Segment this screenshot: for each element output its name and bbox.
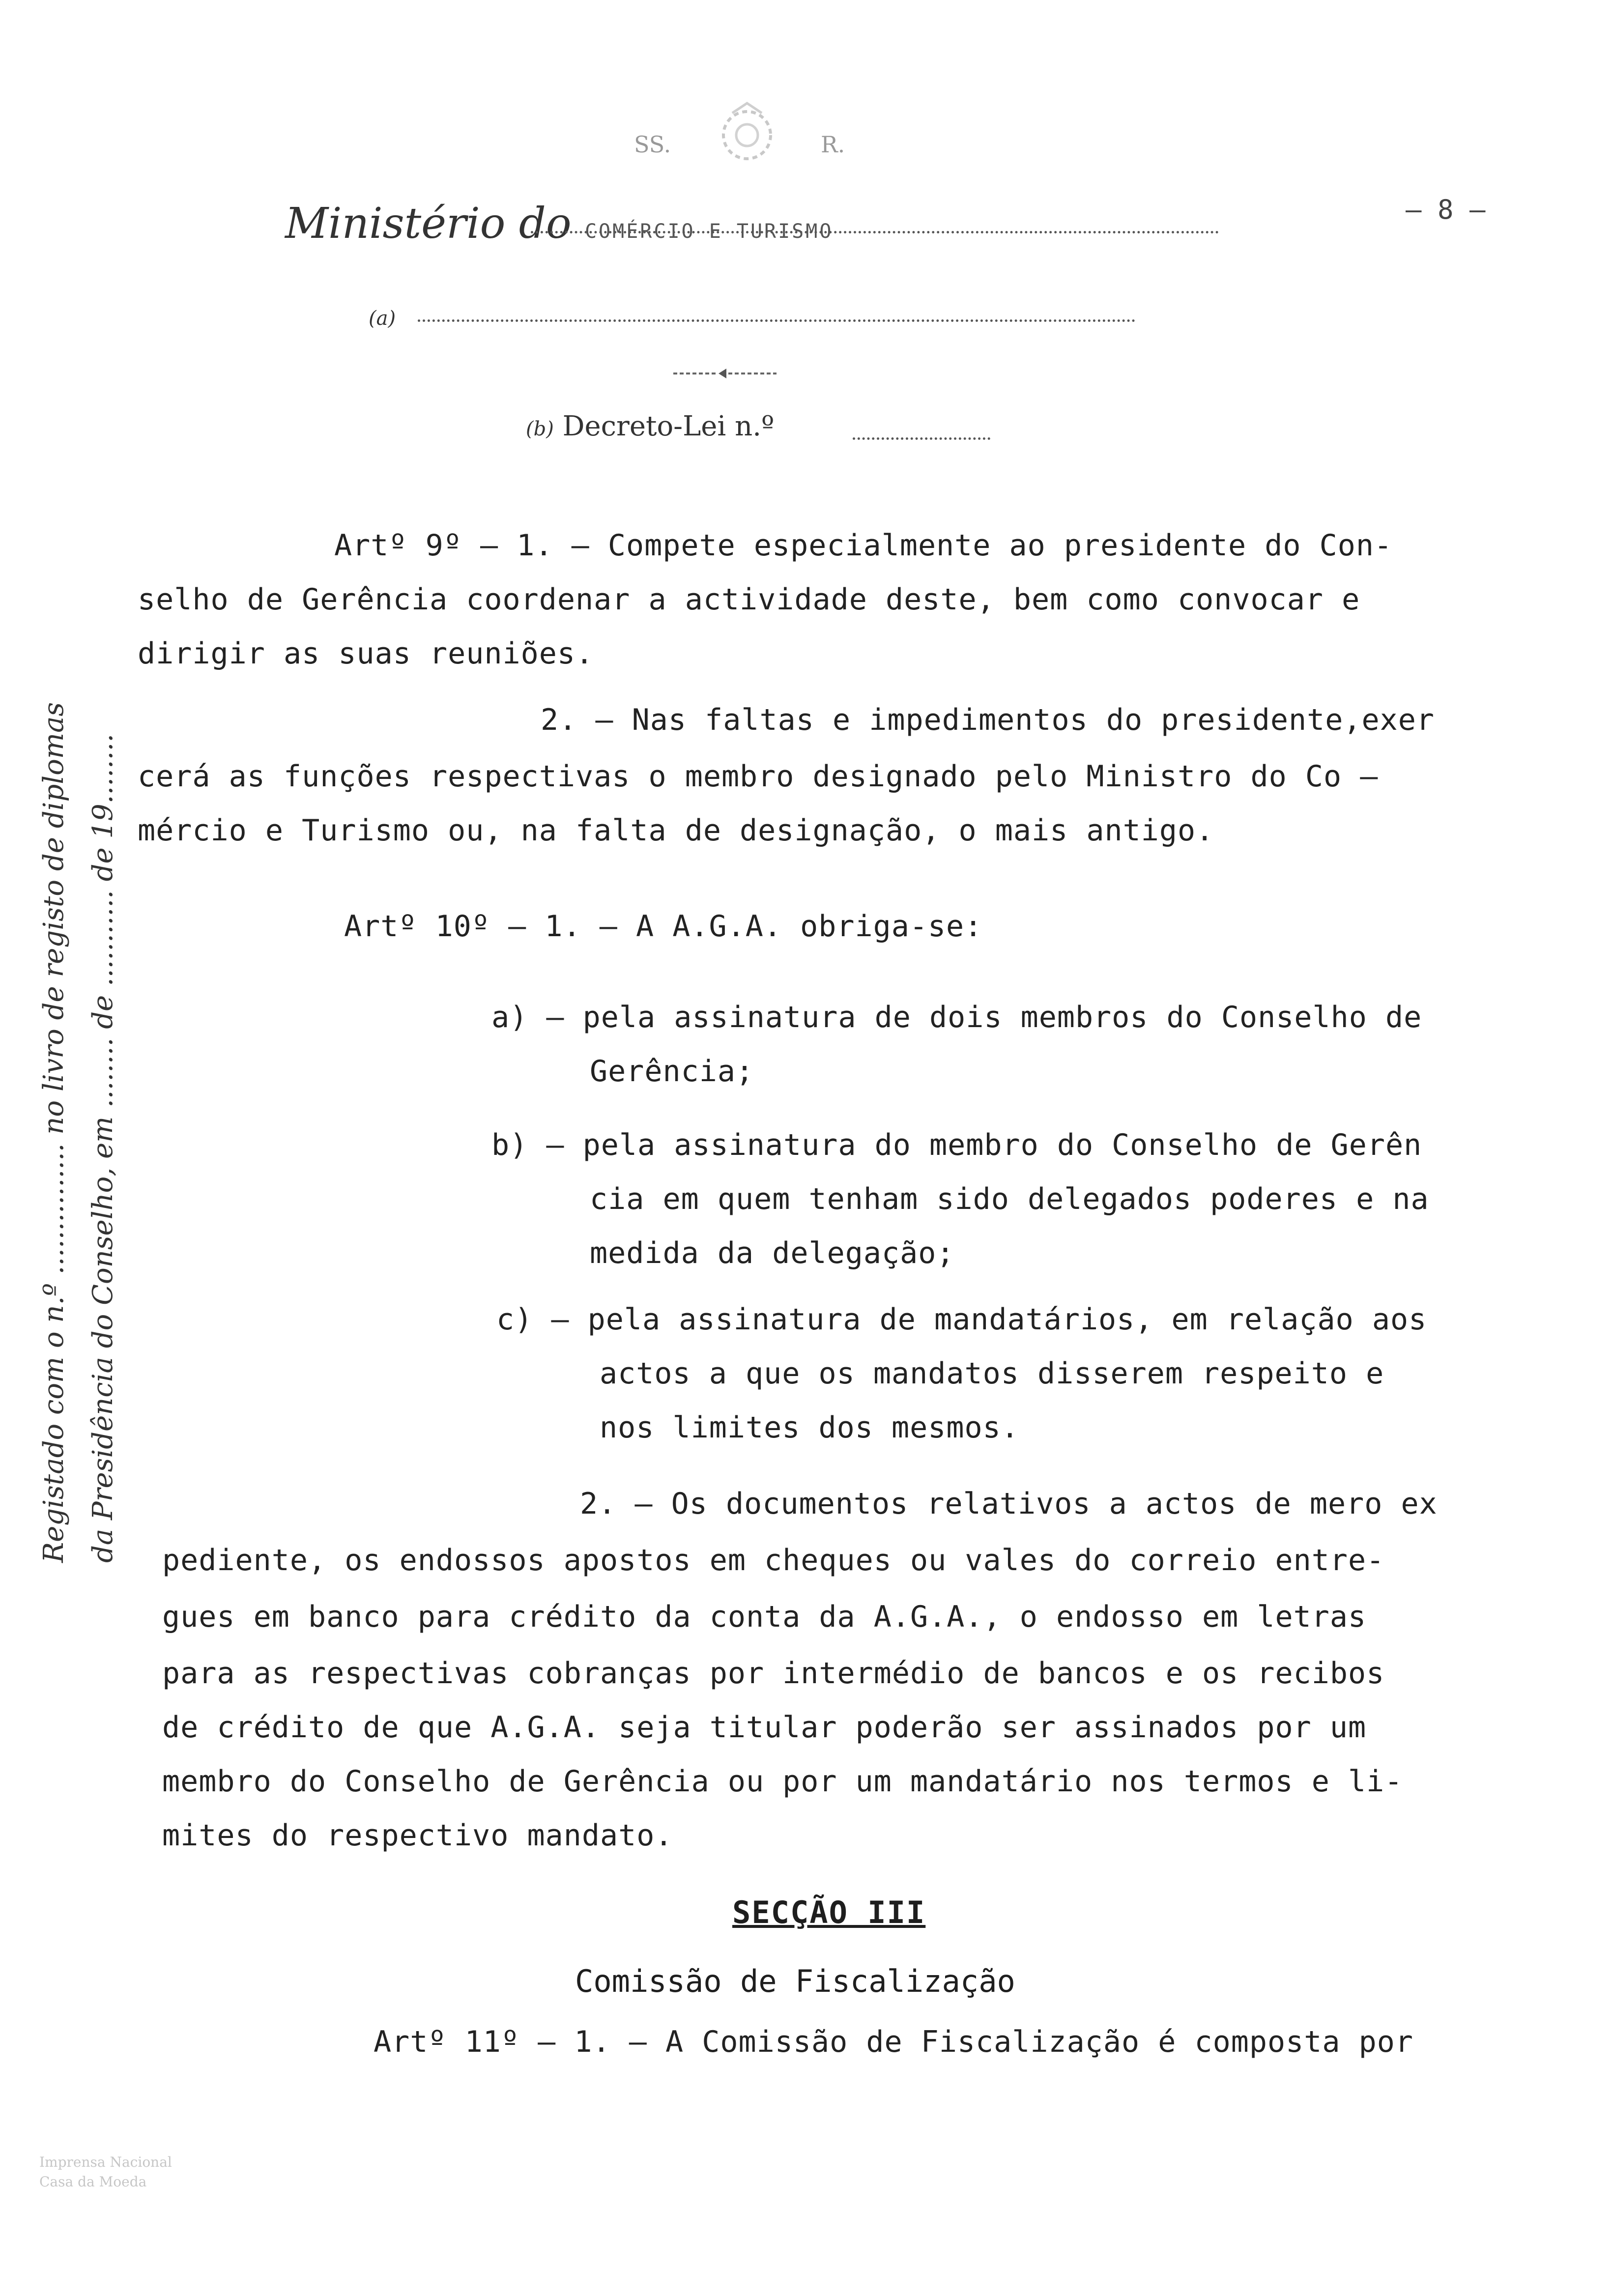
page-number: – 8 –: [1406, 194, 1486, 225]
seal-text-left: SS.: [634, 131, 671, 158]
margin-note-line-2: da Presidência do Conselho, em ........ de ........... de 19........: [87, 733, 119, 1563]
section-title: SECÇÃO III: [732, 1894, 926, 1930]
margin-registration-note: [29, 619, 128, 1563]
list-item-continuation: medida da delegação;: [590, 1236, 955, 1270]
body-line: dirigir as suas reuniões.: [138, 636, 594, 671]
printer-footer-mark: [39, 2152, 172, 2192]
decree-dotted-line: [853, 437, 990, 440]
body-line: membro do Conselho de Gerência ou por um mandatário nos termos e li-: [162, 1764, 1403, 1799]
body-line: de crédito de que A.G.A. seja titular poderão ser assinados por um: [162, 1710, 1367, 1745]
body-line: Artº 11º – 1. – A Comissão de Fiscalização é composta por: [374, 2025, 1414, 2059]
seal-emblem-icon: [634, 98, 860, 172]
body-line: cerá as funções respectivas o membro designado pelo Ministro do Co –: [138, 759, 1379, 794]
ministry-name: COMÉRCIO E TURISMO: [584, 220, 834, 243]
margin-note-line-1: Registado com o n.º ............... no livro de registo de diplomas: [38, 702, 70, 1563]
body-line: pediente, os endossos apostos em cheques ou vales do correio entre-: [162, 1543, 1385, 1578]
coat-of-arms-seal: [634, 98, 860, 172]
list-item-continuation: Gerência;: [590, 1054, 754, 1089]
divider-ornament-icon: [673, 364, 777, 383]
body-line: para as respectivas cobranças por intermédio de bancos e os recibos: [162, 1656, 1385, 1691]
body-line: mites do respectivo mandato.: [162, 1818, 673, 1853]
list-item: b) – pela assinatura do membro do Conselho de Gerên: [491, 1128, 1422, 1162]
list-item-continuation: cia em quem tenham sido delegados poderes e na: [590, 1182, 1429, 1216]
body-line: gues em banco para crédito da conta da A.G.A., o endosso em letras: [162, 1600, 1367, 1634]
body-line: Artº 10º – 1. – A A.G.A. obriga-se:: [344, 909, 983, 944]
body-line: mércio e Turismo ou, na falta de designação, o mais antigo.: [138, 813, 1214, 848]
list-item-continuation: actos a que os mandatos disserem respeito e: [600, 1356, 1384, 1391]
body-line: 2. – Nas faltas e impedimentos do presidente,exer: [541, 703, 1435, 737]
footer-line-2: Casa da Moeda: [39, 2174, 147, 2190]
field-b-label: (b): [526, 418, 554, 440]
body-line: 2. – Os documentos relativos a actos de mero ex: [580, 1487, 1438, 1521]
list-item-continuation: nos limites dos mesmos.: [600, 1410, 1019, 1445]
body-line: Artº 9º – 1. – Compete especialmente ao presidente do Con-: [334, 528, 1393, 563]
ministry-dotted-line: [531, 231, 1219, 233]
list-item: a) – pela assinatura de dois membros do Conselho de: [491, 1000, 1422, 1034]
field-a-dotted-line: [418, 319, 1135, 322]
section-subtitle: Comissão de Fiscalização: [575, 1963, 1015, 1999]
seal-text-right: R.: [821, 131, 845, 158]
ministry-header: [285, 199, 833, 248]
body-line: selho de Gerência coordenar a actividade deste, bem como convocar e: [138, 582, 1360, 617]
decree-label: Decreto-Lei n.º: [562, 410, 775, 442]
field-a-label: (a): [369, 307, 396, 330]
ministry-prefix: Ministério do: [285, 199, 572, 248]
list-item: c) – pela assinatura de mandatários, em relação aos: [496, 1302, 1427, 1337]
decree-line: [526, 410, 774, 442]
footer-line-1: Imprensa Nacional: [39, 2154, 172, 2170]
